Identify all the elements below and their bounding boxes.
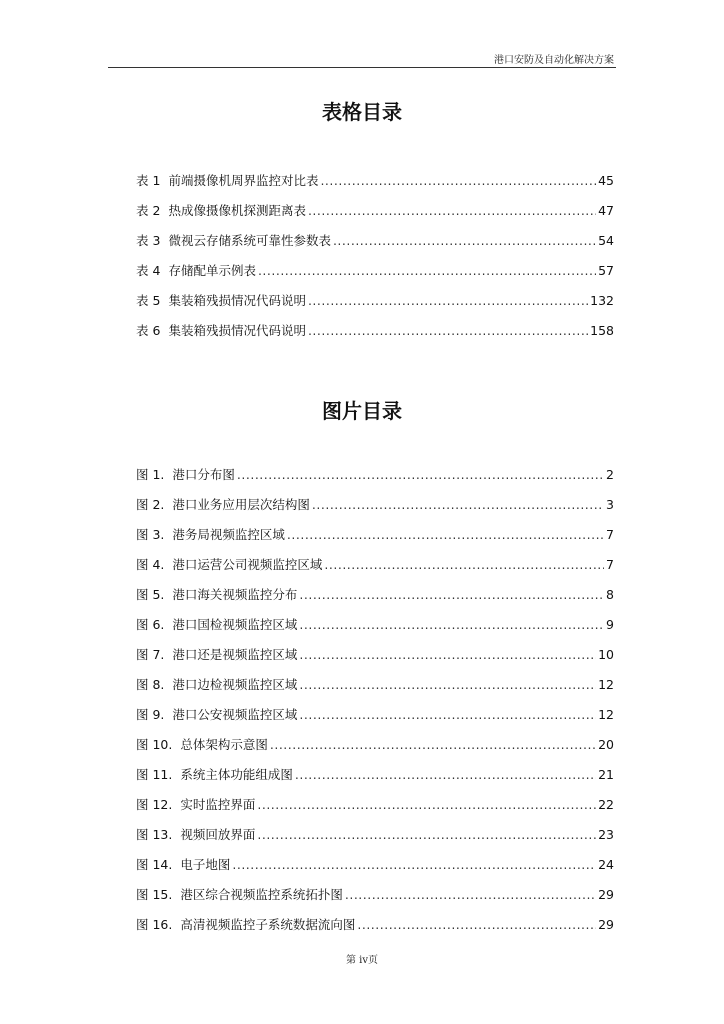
toc-dot-leader xyxy=(299,587,604,602)
toc-entry-page: 10 xyxy=(598,647,614,662)
figures-toc xyxy=(136,465,614,945)
toc-entry[interactable] xyxy=(136,465,614,495)
toc-entry-number: 表 2 xyxy=(136,203,161,218)
toc-entry-page: 158 xyxy=(590,323,614,338)
toc-entry-number: 图 15. xyxy=(136,887,173,902)
toc-dot-leader xyxy=(308,323,588,338)
toc-entry[interactable] xyxy=(136,795,614,825)
toc-entry-page: 12 xyxy=(598,707,614,722)
toc-dot-leader xyxy=(299,647,596,662)
toc-entry-label xyxy=(136,555,322,573)
toc-dot-leader xyxy=(299,617,604,632)
toc-dot-leader xyxy=(299,707,596,722)
toc-entry-number: 图 6. xyxy=(136,617,165,632)
toc-entry-label xyxy=(136,855,230,873)
toc-entry-page: 9 xyxy=(606,617,614,632)
toc-entry[interactable] xyxy=(136,231,614,261)
toc-entry-number: 表 3 xyxy=(136,233,161,248)
toc-entry-page: 24 xyxy=(598,857,614,872)
toc-entry[interactable] xyxy=(136,201,614,231)
toc-entry-label xyxy=(136,291,306,309)
toc-entry-title: 港口业务应用层次结构图 xyxy=(172,497,310,512)
toc-entry-title: 港口公安视频监控区域 xyxy=(172,707,298,722)
toc-entry-page: 29 xyxy=(598,917,614,932)
toc-entry-number: 表 4 xyxy=(136,263,161,278)
toc-dot-leader xyxy=(308,293,588,308)
toc-entry-title: 港口国检视频监控区域 xyxy=(172,617,298,632)
toc-dot-leader xyxy=(270,737,596,752)
page-number-footer: 第 iv页 xyxy=(345,955,379,966)
toc-entry-number: 图 13. xyxy=(136,827,173,842)
toc-entry-page: 57 xyxy=(598,263,614,278)
figures-section-title: 图片目录 xyxy=(322,399,402,423)
toc-entry-page: 8 xyxy=(606,587,614,602)
toc-entry-label xyxy=(136,825,255,843)
toc-entry-title: 总体架构示意图 xyxy=(180,737,268,752)
toc-dot-leader xyxy=(357,917,596,932)
toc-entry-title: 港区综合视频监控系统拓扑图 xyxy=(180,887,343,902)
toc-entry-title: 港口还是视频监控区域 xyxy=(172,647,298,662)
toc-entry-title: 热成像摄像机探测距离表 xyxy=(168,203,306,218)
toc-entry-number: 图 2. xyxy=(136,497,165,512)
toc-entry-title: 电子地图 xyxy=(180,857,231,872)
toc-entry-page: 20 xyxy=(598,737,614,752)
toc-entry[interactable] xyxy=(136,885,614,915)
toc-entry[interactable] xyxy=(136,735,614,765)
toc-entry-page: 132 xyxy=(590,293,614,308)
toc-dot-leader xyxy=(333,233,596,248)
toc-entry-number: 图 7. xyxy=(136,647,165,662)
toc-entry-label xyxy=(136,585,297,603)
toc-entry-title: 港口运营公司视频监控区域 xyxy=(172,557,323,572)
toc-entry-label xyxy=(136,615,297,633)
toc-entry[interactable] xyxy=(136,495,614,525)
toc-entry-title: 港务局视频监控区域 xyxy=(172,527,285,542)
toc-entry-number: 图 1. xyxy=(136,467,165,482)
toc-entry[interactable] xyxy=(136,321,614,351)
toc-entry[interactable] xyxy=(136,585,614,615)
toc-entry-number: 图 11. xyxy=(136,767,173,782)
toc-entry-label xyxy=(136,465,235,483)
toc-entry-title: 前端摄像机周界监控对比表 xyxy=(168,173,319,188)
toc-dot-leader xyxy=(237,467,604,482)
toc-entry-number: 图 4. xyxy=(136,557,165,572)
toc-dot-leader xyxy=(258,263,596,278)
toc-dot-leader xyxy=(232,857,596,872)
toc-entry-title: 集装箱残损情况代码说明 xyxy=(168,323,306,338)
toc-entry-label xyxy=(136,735,268,753)
toc-entry-page: 22 xyxy=(598,797,614,812)
toc-entry-page: 23 xyxy=(598,827,614,842)
toc-entry-title: 系统主体功能组成图 xyxy=(180,767,293,782)
toc-entry-label xyxy=(136,495,310,513)
toc-entry[interactable] xyxy=(136,675,614,705)
toc-entry-page: 2 xyxy=(606,467,614,482)
toc-entry[interactable] xyxy=(136,555,614,585)
toc-entry-page: 47 xyxy=(598,203,614,218)
toc-entry-label xyxy=(136,885,343,903)
toc-entry-label xyxy=(136,231,331,249)
toc-entry-title: 港口海关视频监控分布 xyxy=(172,587,298,602)
toc-entry-number: 图 14. xyxy=(136,857,173,872)
toc-dot-leader xyxy=(312,497,604,512)
tables-section-title: 表格目录 xyxy=(322,100,402,124)
toc-entry[interactable] xyxy=(136,705,614,735)
toc-dot-leader xyxy=(257,827,596,842)
toc-entry-number: 图 5. xyxy=(136,587,165,602)
toc-entry-number: 表 6 xyxy=(136,323,161,338)
toc-entry[interactable] xyxy=(136,291,614,321)
toc-entry-title: 微视云存储系统可靠性参数表 xyxy=(168,233,331,248)
toc-entry-page: 54 xyxy=(598,233,614,248)
tables-toc xyxy=(136,171,614,351)
toc-entry[interactable] xyxy=(136,615,614,645)
toc-entry[interactable] xyxy=(136,171,614,201)
toc-entry-number: 图 8. xyxy=(136,677,165,692)
toc-entry-label xyxy=(136,645,297,663)
toc-entry-label xyxy=(136,915,355,933)
toc-entry-label xyxy=(136,261,256,279)
toc-entry-page: 3 xyxy=(606,497,614,512)
toc-entry[interactable] xyxy=(136,525,614,555)
toc-entry-page: 21 xyxy=(598,767,614,782)
toc-entry-page: 7 xyxy=(606,557,614,572)
toc-dot-leader xyxy=(308,203,596,218)
toc-entry[interactable] xyxy=(136,825,614,855)
toc-entry-label xyxy=(136,765,293,783)
toc-entry-number: 图 3. xyxy=(136,527,165,542)
toc-entry-number: 图 16. xyxy=(136,917,173,932)
toc-entry-label xyxy=(136,675,297,693)
toc-entry-number: 表 5 xyxy=(136,293,161,308)
toc-dot-leader xyxy=(345,887,596,902)
toc-entry-number: 表 1 xyxy=(136,173,161,188)
toc-entry[interactable] xyxy=(136,645,614,675)
toc-dot-leader xyxy=(257,797,596,812)
toc-entry[interactable] xyxy=(136,855,614,885)
toc-entry-label xyxy=(136,525,285,543)
toc-dot-leader xyxy=(324,557,604,572)
toc-entry-title: 实时监控界面 xyxy=(180,797,256,812)
toc-entry-title: 视频回放界面 xyxy=(180,827,256,842)
toc-entry-page: 45 xyxy=(598,173,614,188)
toc-entry-label xyxy=(136,705,297,723)
toc-entry[interactable] xyxy=(136,915,614,945)
toc-dot-leader xyxy=(320,173,596,188)
toc-entry-label xyxy=(136,171,318,189)
toc-entry-number: 图 12. xyxy=(136,797,173,812)
toc-entry-title: 存储配单示例表 xyxy=(168,263,256,278)
toc-entry-number: 图 10. xyxy=(136,737,173,752)
toc-entry-page: 12 xyxy=(598,677,614,692)
toc-entry-title: 集装箱残损情况代码说明 xyxy=(168,293,306,308)
toc-entry-title: 港口边检视频监控区域 xyxy=(172,677,298,692)
running-header: 港口安防及自动化解决方案 xyxy=(494,55,614,66)
toc-entry-label xyxy=(136,321,306,339)
toc-entry-label xyxy=(136,201,306,219)
toc-entry-title: 高清视频监控子系统数据流向图 xyxy=(180,917,356,932)
toc-dot-leader xyxy=(287,527,604,542)
toc-dot-leader xyxy=(299,677,596,692)
toc-entry-label xyxy=(136,795,255,813)
toc-entry-page: 29 xyxy=(598,887,614,902)
toc-entry-title: 港口分布图 xyxy=(172,467,235,482)
toc-entry[interactable] xyxy=(136,765,614,795)
toc-entry-page: 7 xyxy=(606,527,614,542)
toc-entry[interactable] xyxy=(136,261,614,291)
toc-dot-leader xyxy=(295,767,596,782)
header-rule xyxy=(108,67,616,68)
toc-entry-number: 图 9. xyxy=(136,707,165,722)
